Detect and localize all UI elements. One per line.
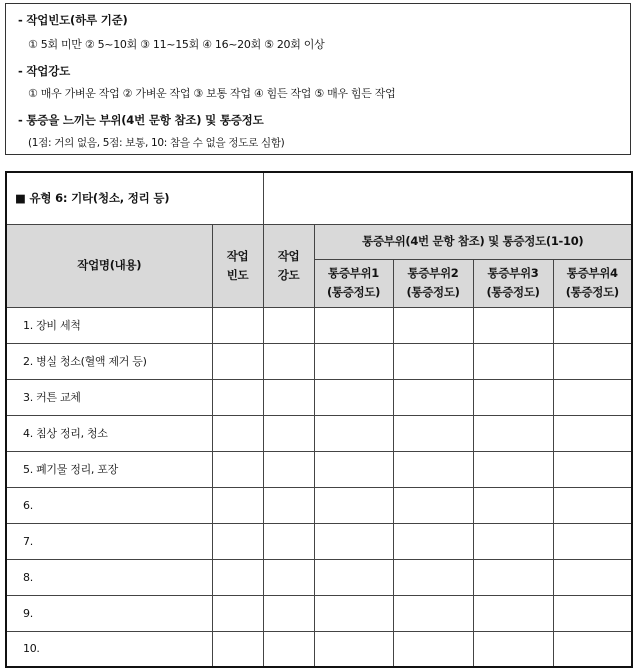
task-name-cell: 1. 장비 세척 [6, 307, 212, 343]
intensity-cell[interactable] [263, 451, 314, 487]
pain-area-3-cell[interactable] [473, 415, 553, 451]
pain-area-2-cell[interactable] [393, 307, 473, 343]
pain-area-3-cell[interactable] [473, 487, 553, 523]
frequency-cell[interactable] [212, 631, 263, 667]
pain-area-1-cell[interactable] [314, 451, 393, 487]
pain-area-4-cell[interactable] [553, 595, 632, 631]
pain-area-1-cell[interactable] [314, 523, 393, 559]
pain-area-4-sub: (통증정도) [565, 285, 619, 299]
pain-area-1-cell[interactable] [314, 343, 393, 379]
pain-area-3-sub: (통증정도) [486, 285, 540, 299]
pain-scale-note: (1점: 거의 없음, 5점: 보통, 10: 참을 수 없을 정도로 심함) [28, 137, 285, 149]
pain-area-4-name: 통증부위4 [566, 266, 618, 280]
frequency-cell[interactable] [212, 523, 263, 559]
task-name-cell: 4. 침상 정리, 청소 [6, 415, 212, 451]
intensity-header-line1: 작업 [277, 248, 300, 263]
pain-area-1-sub: (통증정도) [326, 285, 381, 299]
work-table [5, 171, 633, 668]
task-name-cell: 5. 폐기물 정리, 포장 [6, 451, 212, 487]
pain-area-2-cell[interactable] [393, 487, 473, 523]
type-title-blank [263, 172, 632, 224]
frequency-cell[interactable] [212, 487, 263, 523]
intensity-cell[interactable] [263, 631, 314, 667]
pain-area-3-cell[interactable] [473, 595, 553, 631]
frequency-options: ① 5회 미만 ② 5~10회 ③ 11~15회 ④ 16~20회 ⑤ 20회 이상 [28, 38, 325, 51]
frequency-cell[interactable] [212, 559, 263, 595]
frequency-header-line2: 빈도 [226, 267, 249, 282]
pain-area-4-cell[interactable] [553, 343, 632, 379]
pain-area-4-cell[interactable] [553, 451, 632, 487]
pain-area-4-cell[interactable] [553, 631, 632, 667]
frequency-cell[interactable] [212, 379, 263, 415]
pain-area-2-cell[interactable] [393, 631, 473, 667]
pain-area-1-cell[interactable] [314, 379, 393, 415]
table-row [6, 343, 632, 379]
task-name-cell: 3. 커튼 교체 [6, 379, 212, 415]
table-row [6, 559, 632, 595]
pain-heading: - 통증을 느끼는 부위(4번 문항 참조) 및 통증정도 [18, 113, 264, 127]
intensity-options: ① 매우 가벼운 작업 ② 가벼운 작업 ③ 보통 작업 ④ 힘든 작업 ⑤ 매우 힘든 작업 [28, 87, 396, 100]
frequency-cell[interactable] [212, 595, 263, 631]
intensity-header-line2: 강도 [277, 267, 300, 282]
table-row [6, 487, 632, 523]
pain-area-1-cell[interactable] [314, 307, 393, 343]
pain-area-3-cell[interactable] [473, 523, 553, 559]
intensity-cell[interactable] [263, 595, 314, 631]
pain-area-2-name: 통증부위2 [407, 266, 459, 280]
table-row [6, 523, 632, 559]
table-row [6, 451, 632, 487]
pain-area-4-cell[interactable] [553, 487, 632, 523]
pain-area-2-cell[interactable] [393, 451, 473, 487]
task-name-header: 작업명(내용) [6, 224, 212, 307]
frequency-cell[interactable] [212, 415, 263, 451]
pain-area-3-cell[interactable] [473, 559, 553, 595]
header-row-1 [6, 224, 632, 259]
table-row [6, 595, 632, 631]
pain-area-1-name: 통증부위1 [328, 266, 379, 280]
pain-area-3-header [473, 259, 553, 307]
task-name-cell: 8. [6, 559, 212, 595]
intensity-cell[interactable] [263, 415, 314, 451]
pain-area-3-name: 통증부위3 [487, 266, 539, 280]
pain-area-4-cell[interactable] [553, 559, 632, 595]
pain-area-2-cell[interactable] [393, 559, 473, 595]
frequency-cell[interactable] [212, 343, 263, 379]
intensity-heading: - 작업강도 [18, 64, 71, 78]
pain-area-2-sub: (통증정도) [406, 285, 460, 299]
intensity-cell[interactable] [263, 307, 314, 343]
task-rows [6, 307, 632, 667]
pain-area-2-header [393, 259, 473, 307]
pain-area-2-cell[interactable] [393, 523, 473, 559]
table-row [6, 379, 632, 415]
task-name-cell: 10. [6, 631, 212, 667]
pain-area-3-cell[interactable] [473, 343, 553, 379]
task-name-cell: 7. [6, 523, 212, 559]
intensity-cell[interactable] [263, 379, 314, 415]
pain-area-4-cell[interactable] [553, 307, 632, 343]
task-name-cell: 2. 병실 청소(혈액 제거 등) [6, 343, 212, 379]
table-row [6, 415, 632, 451]
pain-area-3-cell[interactable] [473, 307, 553, 343]
intensity-cell[interactable] [263, 559, 314, 595]
type-title-row [6, 172, 632, 224]
pain-area-4-cell[interactable] [553, 379, 632, 415]
pain-area-2-cell[interactable] [393, 415, 473, 451]
pain-area-1-cell[interactable] [314, 487, 393, 523]
pain-area-4-header [553, 259, 632, 307]
intensity-cell[interactable] [263, 487, 314, 523]
task-name-cell: 6. [6, 487, 212, 523]
pain-area-2-cell[interactable] [393, 343, 473, 379]
table-row [6, 631, 632, 667]
pain-area-1-cell[interactable] [314, 631, 393, 667]
pain-area-1-header [314, 259, 393, 307]
legend-box [5, 3, 631, 155]
pain-area-3-cell[interactable] [473, 631, 553, 667]
pain-area-1-cell[interactable] [314, 595, 393, 631]
intensity-header [263, 224, 314, 307]
frequency-heading: - 작업빈도(하루 기준) [18, 13, 128, 27]
pain-area-4-cell[interactable] [553, 523, 632, 559]
intensity-cell[interactable] [263, 343, 314, 379]
pain-area-1-cell[interactable] [314, 559, 393, 595]
frequency-header-line1: 작업 [226, 248, 249, 263]
frequency-cell[interactable] [212, 307, 263, 343]
type-title: ■ 유형 6: 기타(청소, 정리 등) [6, 172, 263, 224]
table-row [6, 307, 632, 343]
pain-area-4-cell[interactable] [553, 415, 632, 451]
pain-area-2-cell[interactable] [393, 595, 473, 631]
pain-area-3-cell[interactable] [473, 379, 553, 415]
pain-area-1-cell[interactable] [314, 415, 393, 451]
frequency-header [212, 224, 263, 307]
task-name-cell: 9. [6, 595, 212, 631]
pain-area-2-cell[interactable] [393, 379, 473, 415]
frequency-cell[interactable] [212, 451, 263, 487]
intensity-cell[interactable] [263, 523, 314, 559]
pain-group-header: 통증부위(4번 문항 참조) 및 통증정도(1-10) [314, 224, 632, 259]
pain-area-3-cell[interactable] [473, 451, 553, 487]
